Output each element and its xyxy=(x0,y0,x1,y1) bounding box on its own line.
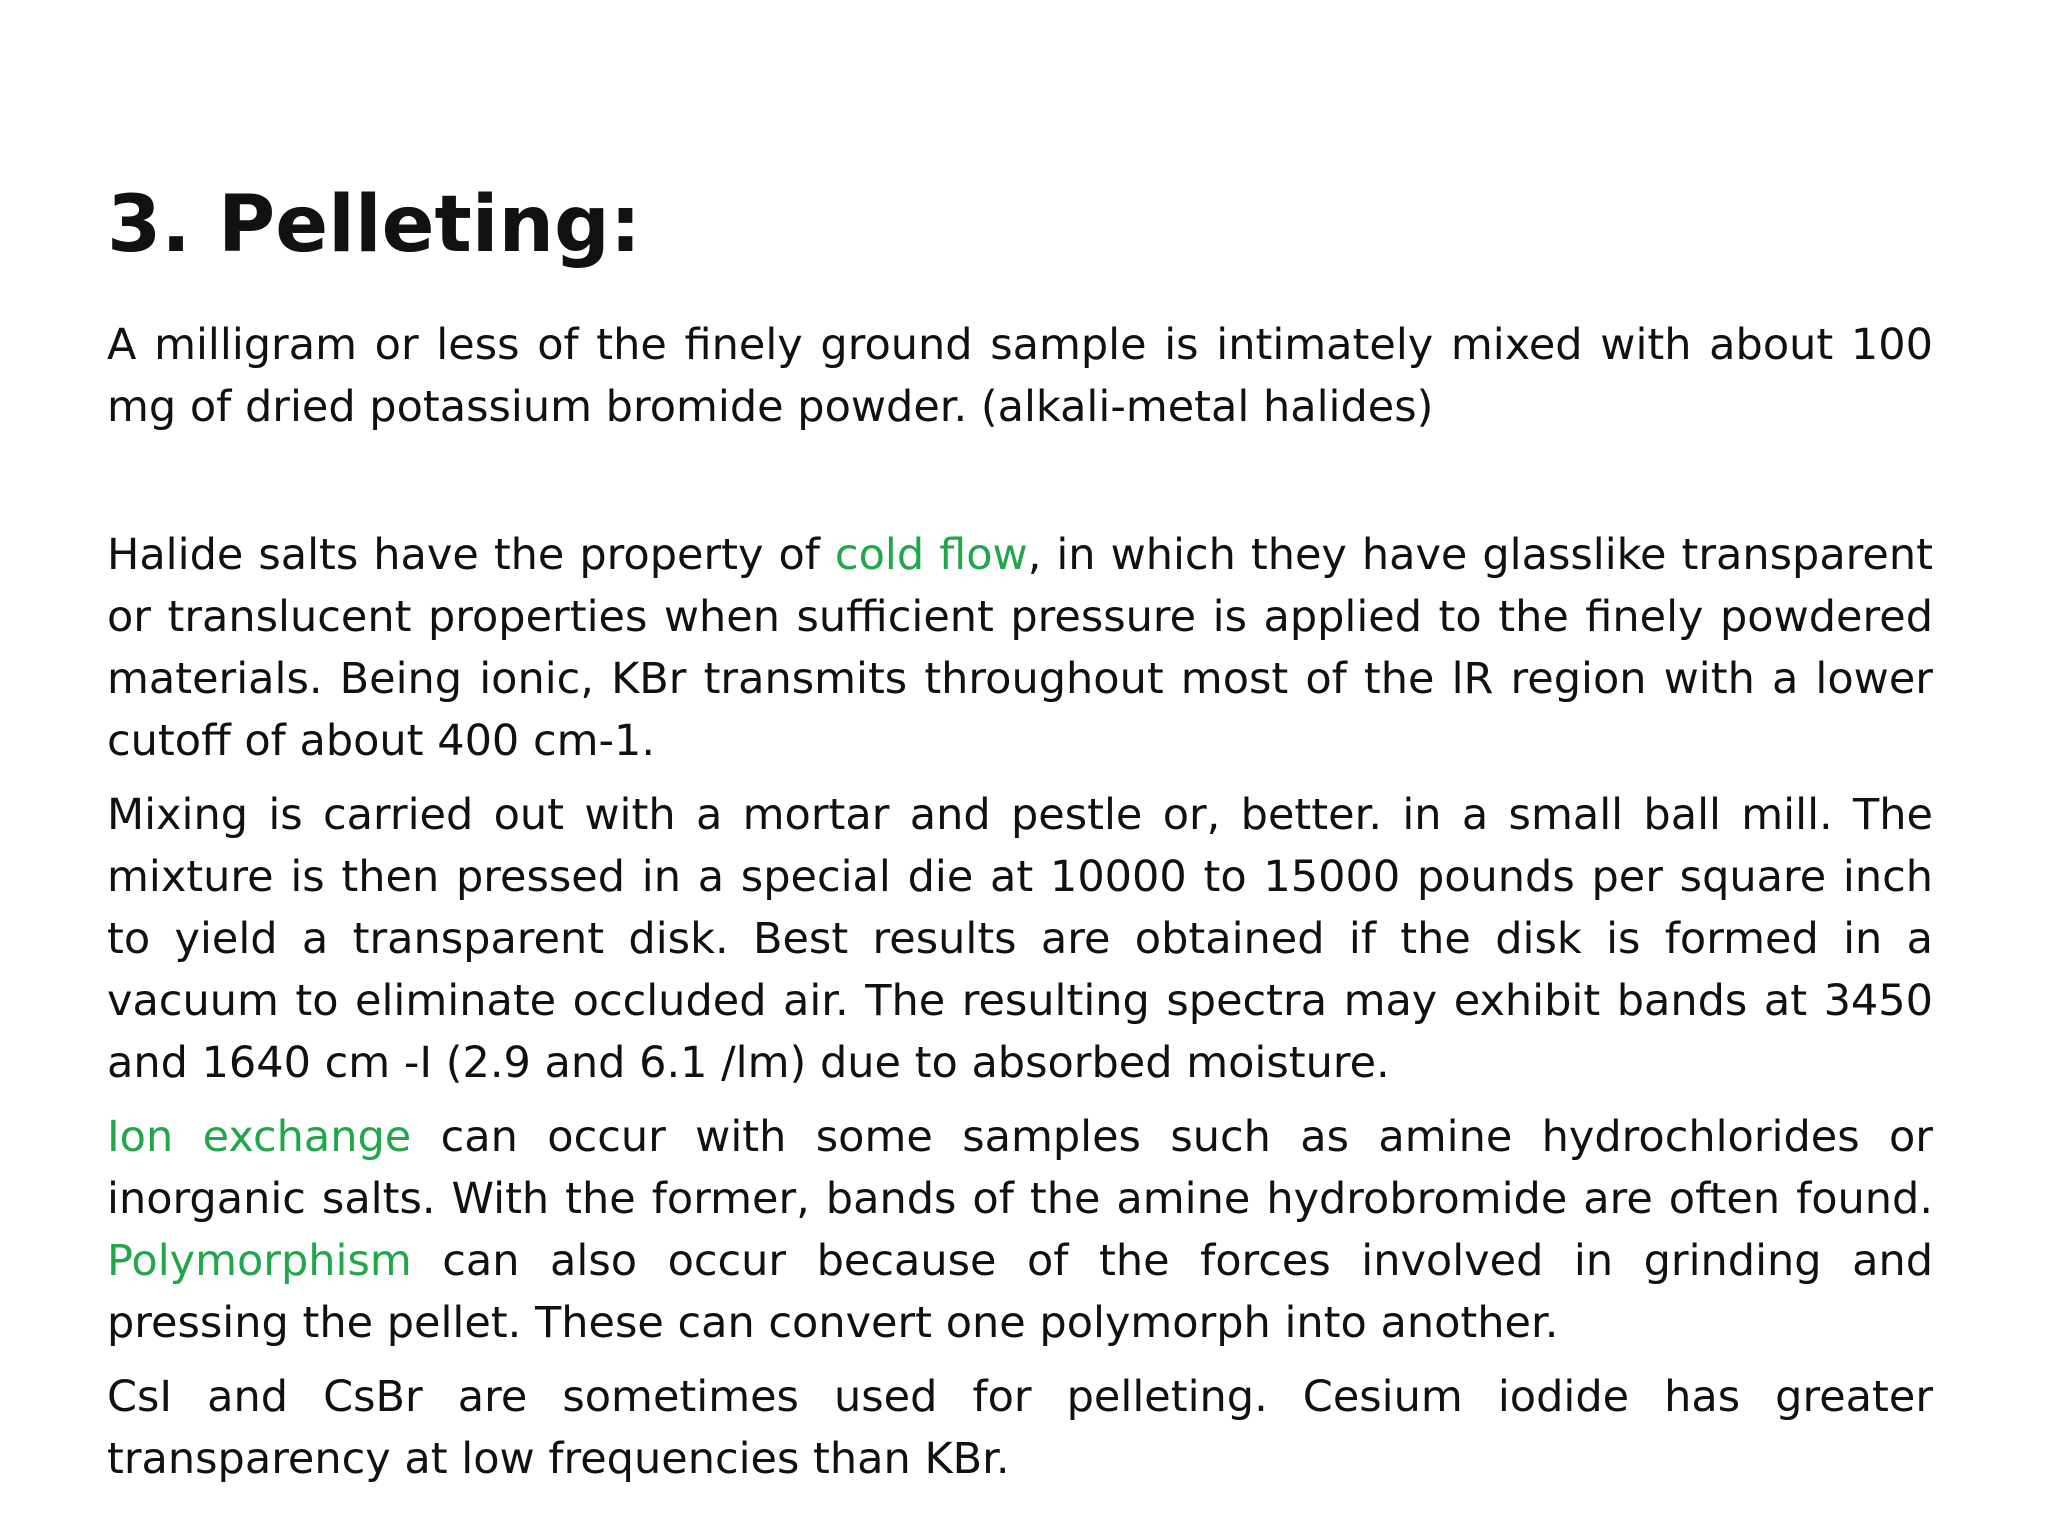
highlight-cold-flow: cold flow xyxy=(834,530,1028,580)
highlight-polymorphism: Polymorphism xyxy=(107,1236,412,1286)
paragraph-ion-exchange xyxy=(107,1106,1933,1354)
highlight-ion-exchange: Ion exchange xyxy=(107,1112,412,1162)
paragraph-text: can occur with some samples such as amine hydrochlorides or inorganic salts. With the former, bands of the amine hydrobromide are often found. xyxy=(107,1112,1933,1224)
slide-title: 3. Pelleting: xyxy=(107,180,642,270)
paragraph-cold-flow xyxy=(107,524,1933,772)
paragraph-text: Halide salts have the property of xyxy=(107,530,835,580)
paragraph-text: , in which they have glasslike transparent or translucent properties when sufficient pressure is applied to the finely powdered materials. Being ionic, KBr transmits throughout most of the lR region with a lower cutoff of about 400 cm-1. xyxy=(107,530,1933,766)
paragraph-text: can also occur because of the forces involved in grinding and pressing the pellet. These can convert one polymorph into another. xyxy=(107,1236,1933,1348)
paragraph-csi-csbr: CsI and CsBr are sometimes used for pelleting. Cesium iodide has greater transparency at low frequencies than KBr. xyxy=(107,1372,1933,1484)
paragraph-mixing-pressing: Mixing is carried out with a mortar and pestle or, better. in a small ball mill. The mixture is then pressed in a special die at 10000 to 15000 pounds per square inch to yield a transparent disk. Best results are obtained if the disk is formed in a vacuum to eliminate occluded air. The resulting spectra may exhibit bands at 3450 and 1640 cm -I (2.9 and 6.1 /lm) due to absorbed moisture. xyxy=(107,790,1933,1088)
slide-body xyxy=(107,314,1933,1490)
paragraph-sample-mixing: A milligram or less of the finely ground sample is intimately mixed with about 100 mg of dried potassium bromide powder. (alkali-metal halides) xyxy=(107,320,1933,432)
